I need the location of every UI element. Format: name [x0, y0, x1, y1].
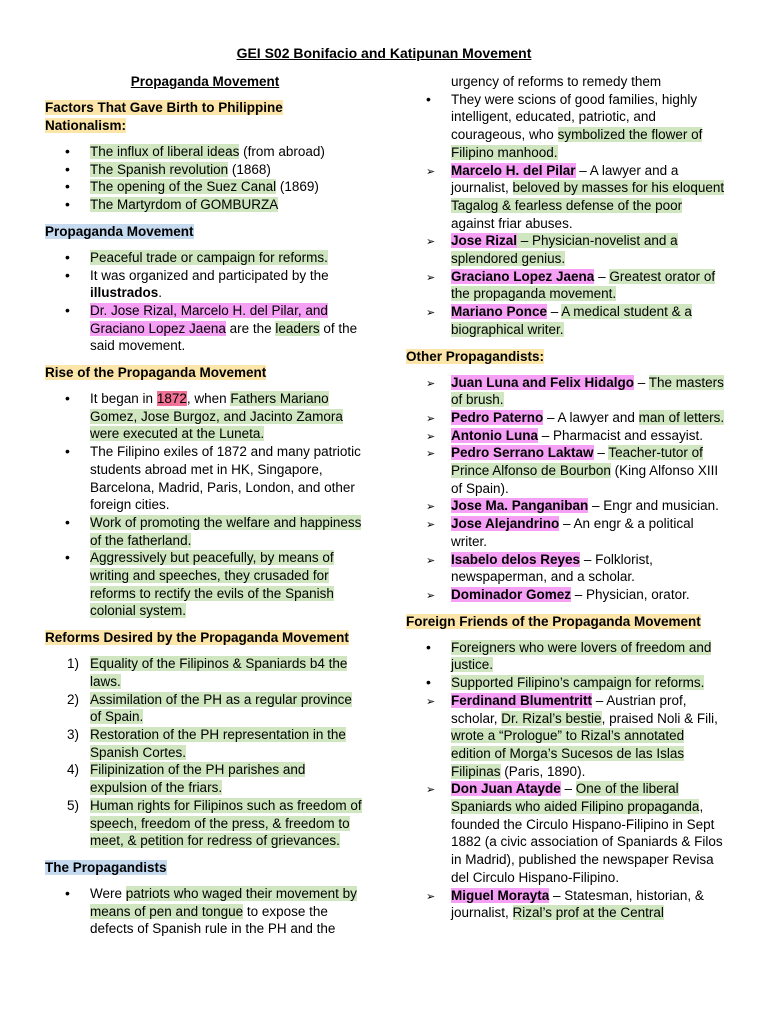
list-item: • Work of promoting the welfare and happiness of the fatherland. — [45, 514, 365, 549]
other-propagandists-list — [406, 374, 726, 604]
continued-text: urgency of reforms to remedy them — [451, 74, 662, 89]
list-item: ➢ Graciano Lopez Jaena – Greatest orator of the propaganda movement. — [406, 268, 726, 303]
list-item: • Aggressively but peacefully, by means of writing and speeches, they crusaded for reforms to rectify the evils of the Spanish colonial system. — [45, 549, 365, 620]
foreign-friends-list — [406, 639, 726, 922]
list-item: • The Spanish revolution (1868) — [45, 161, 365, 179]
propagandists-heading: The Propagandists — [45, 859, 167, 875]
rise-heading: Rise of the Propaganda Movement — [45, 365, 267, 381]
list-item: ➢ Pedro Serrano Laktaw – Teacher-tutor of Prince Alfonso de Bourbon (King Alfonso XIII of Spain). — [406, 444, 726, 497]
foreign-friends-heading: Foreign Friends of the Propaganda Movement — [406, 613, 701, 629]
list-item: ➢ Jose Ma. Panganiban – Engr and musician. — [406, 497, 726, 515]
list-item: ➢ Antonio Luna – Pharmacist and essayist. — [406, 427, 726, 445]
list-item: ➢ Miguel Morayta – Statesman, historian, & journalist, Rizal’s prof at the Central — [406, 887, 726, 922]
list-item: • The opening of the Suez Canal (1869) — [45, 178, 365, 196]
reforms-heading: Reforms Desired by the Propaganda Movement — [45, 630, 349, 646]
propagandists-list — [45, 885, 365, 938]
list-item: • It began in 1872, when Fathers Mariano Gomez, Jose Burgoz, and Jacinto Zamora were executed at the Luneta. — [45, 390, 365, 443]
list-item: • Dr. Jose Rizal, Marcelo H. del Pilar, and Graciano Lopez Jaena are the leaders of the said movement. — [45, 302, 365, 355]
list-item: • The Filipino exiles of 1872 and many patriotic students abroad met in HK, Singapore, Barcelona, Madrid, Paris, London, and other foreign cities. — [45, 443, 365, 514]
list-item: ➢ Dominador Gomez – Physician, orator. — [406, 586, 726, 604]
list-item: ➢ Marcelo H. del Pilar – A lawyer and a journalist, beloved by masses for his eloquent Tagalog & fearless defense of the poor against friar abuses. — [406, 162, 726, 233]
list-item: • Supported Filipino’s campaign for reforms. — [406, 674, 726, 692]
list-item: • The influx of liberal ideas (from abroad) — [45, 143, 365, 161]
list-item: 4) Filipinization of the PH parishes and expulsion of the friars. — [67, 762, 306, 796]
list-item: ➢ Pedro Paterno – A lawyer and man of letters. — [406, 409, 726, 427]
list-item: ➢ Don Juan Atayde – One of the liberal Spaniards who aided Filipino propaganda, founded the Circulo Hispano-Filipino in Sept 1882 (a civic association of Spaniards & Filos in Madrid), published the newspaper Revisa del Circulo Hispano-Filipino. — [406, 780, 726, 886]
list-item: 5) Human rights for Filipinos such as freedom of speech, freedom of the press, & freedom to meet, & petition for redress of grievances. — [67, 797, 362, 849]
reforms-list — [45, 655, 365, 850]
list-item: ➢ Ferdinand Blumentritt – Austrian prof, scholar, Dr. Rizal’s bestie, praised Noli & Fili, wrote a “Prologue” to Rizal’s annotated edition of Morga’s Sucesos de las Islas Filipinas (Paris, 1890). — [406, 692, 726, 781]
list-item: • Peaceful trade or campaign for reforms. — [45, 249, 365, 267]
list-item: • The Martyrdom of GOMBURZA — [45, 196, 365, 214]
propaganda-heading: Propaganda Movement — [130, 74, 280, 89]
factors-list — [45, 143, 365, 214]
list-item: • It was organized and participated by the illustrados. — [45, 267, 365, 302]
left-column — [45, 73, 365, 947]
list-item: 1) Equality of the Filipinos & Spaniards b4 the laws. — [67, 656, 348, 689]
list-item: • Foreigners who were lovers of freedom and justice. — [406, 639, 726, 674]
document-title: GEI S02 Bonifacio and Katipunan Movement — [236, 45, 532, 61]
pm-heading: Propaganda Movement — [45, 223, 194, 239]
list-item: ➢ Isabelo delos Reyes – Folklorist, newspaperman, and a scholar. — [406, 551, 726, 586]
propagandists-cont-list — [406, 91, 726, 339]
list-item: • Were patriots who waged their movement by means of pen and tongue to expose the defects of Spanish rule in the PH and the — [45, 885, 365, 938]
rise-list — [45, 390, 365, 620]
list-item: ➢ Jose Rizal – Physician-novelist and a splendored genius. — [406, 232, 726, 267]
list-item: ➢ Mariano Ponce – A medical student & a biographical writer. — [406, 303, 726, 338]
pm-list — [45, 249, 365, 355]
list-item: ➢ Juan Luna and Felix Hidalgo – The masters of brush. — [406, 374, 726, 409]
list-item: • They were scions of good families, highly intelligent, educated, patriotic, and courageous, who symbolized the flower of Filipino manhood. — [406, 91, 726, 162]
list-item: 3) Restoration of the PH representation in the Spanish Cortes. — [67, 726, 346, 760]
list-item: 2) Assimilation of the PH as a regular province of Spain. — [67, 691, 352, 725]
other-propagandists-heading: Other Propagandists: — [406, 348, 545, 364]
list-item: ➢ Jose Alejandrino – An engr & a political writer. — [406, 515, 726, 550]
factors-heading: Factors That Gave Birth to Philippine Nationalism: — [45, 100, 283, 133]
right-column — [406, 73, 726, 931]
